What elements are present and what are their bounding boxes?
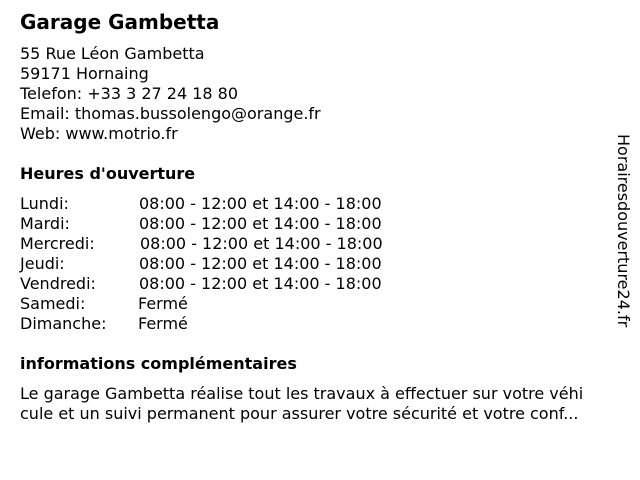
phone-number: Telefon: +33 3 27 24 18 80 [20,84,239,103]
day-hours: 08:00 - 12:00 et 14:00 - 18:00 [140,234,383,253]
address-line-2: 59171 Hornaing [20,64,149,83]
day-hours: Fermé [138,294,188,313]
day-hours: Fermé [138,314,188,333]
additional-info-heading: informations complémentaires [20,354,297,373]
site-watermark: Horairesdouverture24.fr [614,134,633,328]
day-hours: 08:00 - 12:00 et 14:00 - 18:00 [139,254,382,273]
opening-hours-heading: Heures d'ouverture [20,164,196,183]
day-hours: 08:00 - 12:00 et 14:00 - 18:00 [139,274,382,293]
day-label: Vendredi: [20,274,96,293]
day-label: Mercredi: [20,234,95,253]
description-line-1: Le garage Gambetta réalise tout les travaux à effectuer sur votre véhi [20,384,584,403]
day-label: Dimanche: [20,314,107,333]
day-hours: 08:00 - 12:00 et 14:00 - 18:00 [139,214,382,233]
day-label: Mardi: [20,214,70,233]
contact-info [20,44,321,144]
address-line-1: 55 Rue Léon Gambetta [20,44,205,63]
additional-info-text [20,384,632,424]
day-hours: 08:00 - 12:00 et 14:00 - 18:00 [139,194,382,213]
day-label: Jeudi: [20,254,65,273]
email-address: Email: thomas.bussolengo@orange.fr [20,104,321,123]
description-line-2: cule et un suivi permanent pour assurer votre sécurité et votre conf... [20,404,579,423]
website: Web: www.motrio.fr [20,124,178,143]
day-label: Lundi: [20,194,69,213]
business-name: Garage Gambetta [20,10,220,34]
day-label: Samedi: [20,294,86,313]
